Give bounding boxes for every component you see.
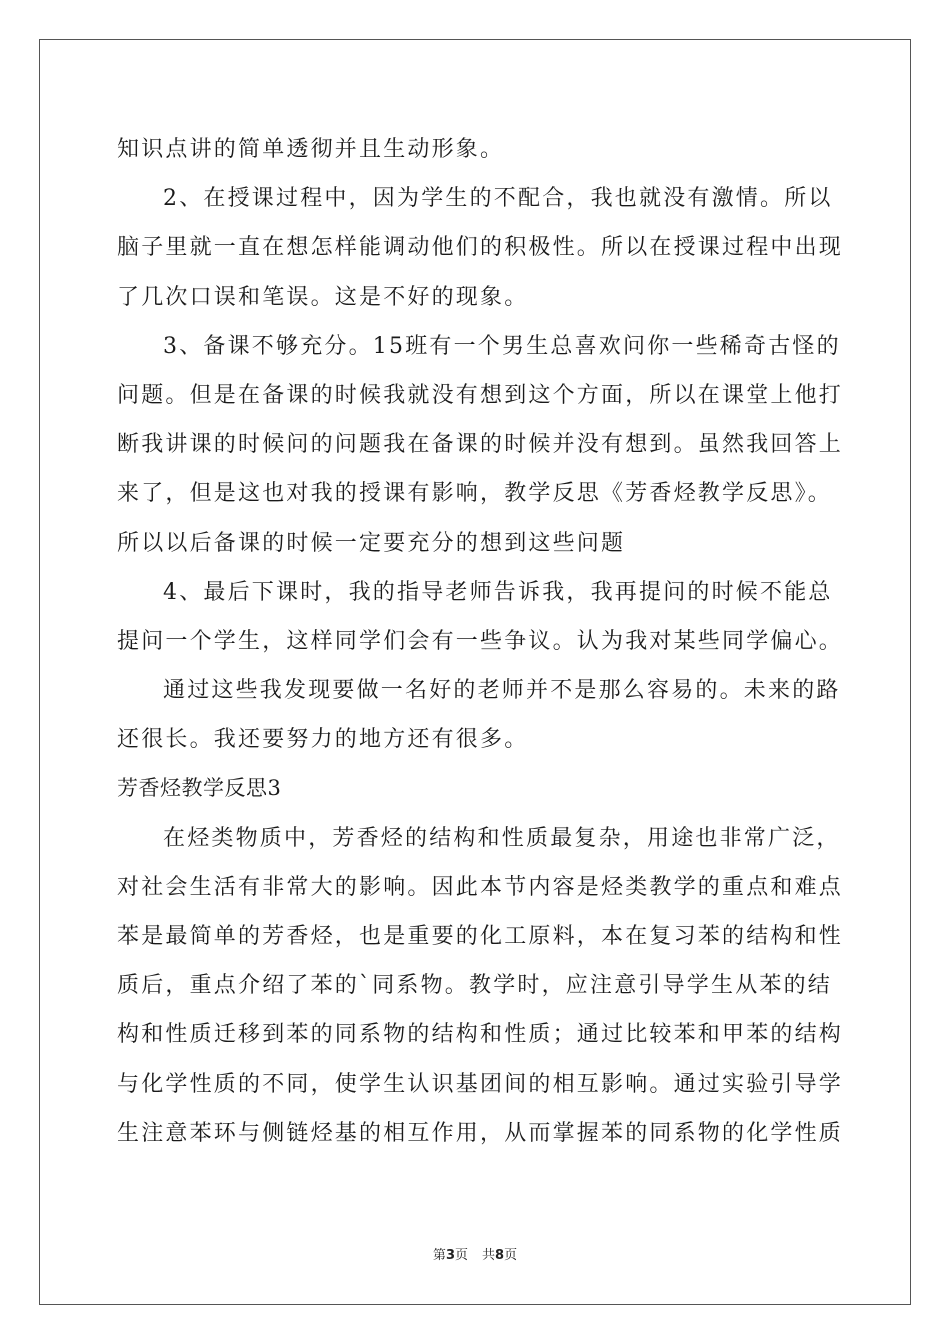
page-number: 3 [445,1248,455,1263]
paragraph-line: 2、在授课过程中，因为学生的不配合，我也就没有激情。所以 [163,186,833,212]
text-line: 与化学性质的不同，使学生认识基团间的相互影响。通过实验引导学 [117,1071,844,1097]
page-label-suffix: 页 [454,1248,468,1263]
paragraph-line: 在烃类物质中，芳香烃的结构和性质最复杂，用途也非常广泛， [163,825,841,851]
text-line: 来了，但是这也对我的授课有影响，教学反思《芳香烃教学反思》。 [117,481,833,507]
page-footer [0,1244,950,1263]
text-line: 构和性质迁移到苯的同系物的结构和性质；通过比较苯和甲苯的结构 [117,1022,844,1048]
total-label-suffix: 页 [504,1248,518,1263]
text-line: 知识点讲的简单透彻并且生动形象。 [117,137,505,162]
total-pages: 8 [495,1248,505,1263]
paragraph-line: 4、最后下课时，我的指导老师告诉我，我再提问的时候不能总 [163,579,833,605]
text-line: 质后，重点介绍了苯的`同系物。教学时，应注意引导学生从苯的结 [117,973,833,999]
paragraph-line: 通过这些我发现要做一名好的老师并不是那么容易的。未来的路 [163,678,841,704]
total-label-prefix: 共 [482,1248,496,1263]
page-label-prefix: 第 [432,1248,446,1263]
text-line: 对社会生活有非常大的影响。因此本节内容是烃类教学的重点和难点 [117,874,844,900]
text-line: 生注意苯环与侧链烃基的相互作用，从而掌握苯的同系物的化学性质 [117,1120,844,1146]
text-line: 还很长。我还要努力的地方还有很多。 [117,727,529,753]
text-line: 断我讲课的时候问的问题我在备课的时候并没有想到。虽然我回答上 [117,432,844,458]
text-line: 脑子里就一直在想怎样能调动他们的积极性。所以在授课过程中出现 [117,235,844,261]
text-line: 提问一个学生，这样同学们会有一些争议。认为我对某些同学偏心。 [117,628,844,654]
text-line: 所以以后备课的时候一定要充分的想到这些问题 [117,530,626,556]
text-line: 苯是最简单的芳香烃，也是重要的化工原料，本在复习苯的结构和性 [117,924,844,949]
section-heading: 芳香烃教学反思3 [117,776,282,801]
paragraph-line: 3、备课不够充分。15班有一个男生总喜欢问你一些稀奇古怪的 [163,333,841,359]
text-line: 问题。但是在备课的时候我就没有想到这个方面，所以在课堂上他打 [117,382,844,408]
document-body [117,125,844,1158]
text-line: 了几次口误和笔误。这是不好的现象。 [117,284,529,310]
